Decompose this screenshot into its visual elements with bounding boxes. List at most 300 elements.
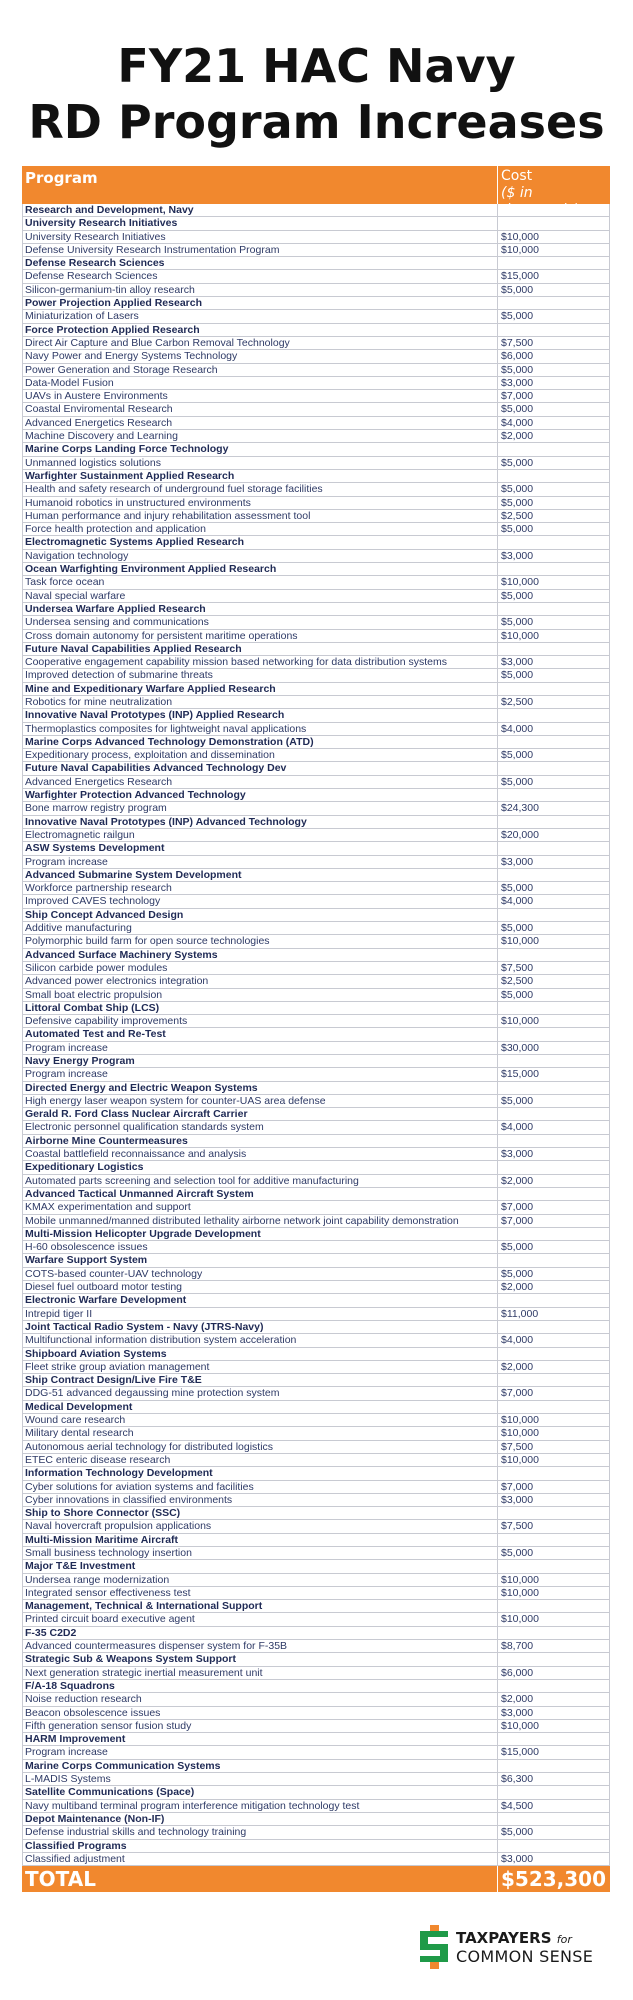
program-cost: $10,000	[501, 576, 539, 589]
program-cost: $2,500	[501, 509, 534, 522]
section-header-row	[22, 1002, 610, 1015]
table-row	[22, 1520, 610, 1533]
program-name: Humanoid robotics in unstructured environments	[23, 497, 498, 509]
program-name: Cross domain autonomy for persistent maritime operations	[23, 630, 498, 642]
table-row	[22, 231, 610, 244]
program-cost	[498, 736, 609, 748]
section-header-row	[22, 762, 610, 775]
program-name: Innovative Naval Prototypes (INP) Applied Research	[23, 709, 498, 721]
program-cost: $24,300	[501, 802, 539, 815]
program-cost: $20,000	[501, 828, 539, 841]
program-cost: $3,000	[501, 656, 534, 669]
program-cost: $5,000	[501, 1546, 534, 1559]
table-row	[22, 337, 610, 350]
program-name: Task force ocean	[23, 576, 498, 588]
program-cost: $10,000	[501, 243, 539, 256]
program-cost	[498, 217, 609, 229]
program-name: Marine Corps Communication Systems	[23, 1760, 498, 1772]
program-cost	[498, 762, 609, 774]
program-name: Airborne Mine Countermeasures	[23, 1135, 498, 1147]
program-cost	[498, 1534, 609, 1546]
program-cost: $5,000	[501, 1267, 534, 1280]
section-header-row	[22, 603, 610, 616]
section-header-row	[22, 842, 610, 855]
program-cost	[498, 1028, 609, 1040]
program-cost	[498, 204, 609, 216]
program-cost	[498, 1374, 609, 1386]
table-row	[22, 1015, 610, 1028]
table-row	[22, 975, 610, 988]
table-row	[22, 1667, 610, 1680]
table-row	[22, 1414, 610, 1427]
program-cost: $5,000	[501, 403, 534, 416]
section-header-row	[22, 1600, 610, 1613]
program-cost: $15,000	[501, 1746, 539, 1759]
table-row	[22, 829, 610, 842]
section-header-row	[22, 1627, 610, 1640]
program-name: Undersea range modernization	[23, 1574, 498, 1586]
program-name: Health and safety research of underground fuel storage facilities	[23, 483, 498, 495]
program-name: Small boat electric propulsion	[23, 989, 498, 1001]
program-name: Miniaturization of Lasers	[23, 310, 498, 322]
table-row	[22, 1720, 610, 1733]
table-row	[22, 1281, 610, 1294]
program-name: Marine Corps Landing Force Technology	[23, 443, 498, 455]
program-name: Beacon obsolescence issues	[23, 1707, 498, 1719]
program-name: Program increase	[23, 856, 498, 868]
program-cost: $2,000	[501, 1693, 534, 1706]
section-header-row	[22, 789, 610, 802]
program-cost: $7,000	[501, 1201, 534, 1214]
program-cost	[498, 1161, 609, 1173]
section-header-row	[22, 1760, 610, 1773]
program-cost: $10,000	[501, 230, 539, 243]
table-row	[22, 483, 610, 496]
program-cost: $2,000	[501, 430, 534, 443]
program-name: Advanced power electronics integration	[23, 975, 498, 987]
program-name: Shipboard Aviation Systems	[23, 1348, 498, 1360]
program-cost	[498, 1786, 609, 1798]
program-name: Advanced Energetics Research	[23, 417, 498, 429]
program-cost	[498, 563, 609, 575]
program-name: Navy Energy Program	[23, 1055, 498, 1067]
table-row	[22, 1121, 610, 1134]
section-header-row	[22, 1560, 610, 1573]
section-header-row	[22, 1733, 610, 1746]
program-cost: $5,000	[501, 1826, 534, 1839]
program-name: Force Protection Applied Research	[23, 324, 498, 336]
program-name: F/A-18 Squadrons	[23, 1680, 498, 1692]
program-cost	[498, 869, 609, 881]
program-cost	[498, 603, 609, 615]
program-name: University Research Initiatives	[23, 231, 498, 243]
table-row	[22, 1547, 610, 1560]
program-name: High energy laser weapon system for counter-UAS area defense	[23, 1095, 498, 1107]
program-cost: $3,000	[501, 1706, 534, 1719]
table-row	[22, 696, 610, 709]
program-cost: $7,000	[501, 1387, 534, 1400]
program-name: Advanced countermeasures dispenser system for F-35B	[23, 1640, 498, 1652]
program-name: Ship Concept Advanced Design	[23, 909, 498, 921]
program-name: Program increase	[23, 1068, 498, 1080]
table-row	[22, 989, 610, 1002]
program-name: Advanced Tactical Unmanned Aircraft System	[23, 1188, 498, 1200]
program-cost	[498, 443, 609, 455]
program-cost: $5,000	[501, 523, 534, 536]
program-cost	[498, 1733, 609, 1745]
table-row	[22, 417, 610, 430]
program-cost	[498, 297, 609, 309]
program-name: Navigation technology	[23, 550, 498, 562]
program-cost: $5,000	[501, 283, 534, 296]
section-header-row	[22, 1135, 610, 1148]
program-cost: $8,700	[501, 1640, 534, 1653]
program-name: Naval special warfare	[23, 590, 498, 602]
table-row	[22, 1241, 610, 1254]
program-cost	[498, 1680, 609, 1692]
program-name: Multifunctional information distribution system acceleration	[23, 1334, 498, 1346]
section-header-row	[22, 1161, 610, 1174]
program-cost: $2,000	[501, 1360, 534, 1373]
program-cost: $10,000	[501, 1719, 539, 1732]
table-row	[22, 1613, 610, 1626]
table-row	[22, 1427, 610, 1440]
program-cost: $30,000	[501, 1041, 539, 1054]
program-name: Defense Research Sciences	[23, 257, 498, 269]
table-row	[22, 310, 610, 323]
program-name: Management, Technical & International Support	[23, 1600, 498, 1612]
program-cost	[498, 683, 609, 695]
program-name: Coastal battlefield reconnaissance and analysis	[23, 1148, 498, 1160]
table-row	[22, 1454, 610, 1467]
table-row	[22, 1042, 610, 1055]
program-cost: $3,000	[501, 376, 534, 389]
section-header-row	[22, 869, 610, 882]
program-name: Diesel fuel outboard motor testing	[23, 1281, 498, 1293]
program-name: Depot Maintenance (Non-IF)	[23, 1813, 498, 1825]
program-cost: $5,000	[501, 882, 534, 895]
program-name: Noise reduction research	[23, 1693, 498, 1705]
section-header-row	[22, 709, 610, 722]
table-row	[22, 1707, 610, 1720]
program-cost: $3,000	[501, 1852, 534, 1865]
program-cost: $5,000	[501, 496, 534, 509]
program-name: Electronic Warfare Development	[23, 1294, 498, 1306]
program-name: Ship Contract Design/Live Fire T&E	[23, 1374, 498, 1386]
program-cost	[498, 1082, 609, 1094]
program-cost: $5,000	[501, 1094, 534, 1107]
section-header-row	[22, 1254, 610, 1267]
program-name: Future Naval Capabilities Applied Research	[23, 643, 498, 655]
table-row	[22, 630, 610, 643]
program-name: Small business technology insertion	[23, 1547, 498, 1559]
program-cost	[498, 1813, 609, 1825]
program-cost	[498, 324, 609, 336]
table-row	[22, 1441, 610, 1454]
section-header-row	[22, 1840, 610, 1853]
program-name: Workforce partnership research	[23, 882, 498, 894]
program-cost: $7,500	[501, 961, 534, 974]
total-row	[22, 1866, 610, 1892]
program-name: Undersea sensing and communications	[23, 616, 498, 628]
table-row	[22, 802, 610, 815]
program-cost	[498, 1321, 609, 1333]
section-header-row	[22, 257, 610, 270]
program-name: Next generation strategic inertial measurement unit	[23, 1667, 498, 1679]
program-name: Power Projection Applied Research	[23, 297, 498, 309]
program-name: Silicon-germanium-tin alloy research	[23, 284, 498, 296]
page-title	[0, 38, 633, 150]
program-name: Cyber innovations in classified environments	[23, 1494, 498, 1506]
table-row	[22, 1587, 610, 1600]
section-header-row	[22, 1348, 610, 1361]
table-row	[22, 497, 610, 510]
program-cost: $2,500	[501, 695, 534, 708]
section-header-row	[22, 563, 610, 576]
program-name: Marine Corps Advanced Technology Demonstration (ATD)	[23, 736, 498, 748]
section-header-row	[22, 1786, 610, 1799]
section-header-row	[22, 1680, 610, 1693]
section-header-row	[22, 1813, 610, 1826]
table-row	[22, 350, 610, 363]
program-name: Future Naval Capabilities Advanced Technology Dev	[23, 762, 498, 774]
section-header-row	[22, 949, 610, 962]
table-row	[22, 550, 610, 563]
section-header-row	[22, 1188, 610, 1201]
program-cost: $3,000	[501, 549, 534, 562]
program-name: Electromagnetic Systems Applied Research	[23, 536, 498, 548]
program-cost	[498, 789, 609, 801]
program-name: Defense University Research Instrumentation Program	[23, 244, 498, 256]
program-cost	[498, 470, 609, 482]
section-header-row	[22, 1534, 610, 1547]
program-cost: $5,000	[501, 483, 534, 496]
program-cost	[498, 1348, 609, 1360]
program-cost	[498, 257, 609, 269]
section-header-row	[22, 1401, 610, 1414]
program-cost	[498, 1254, 609, 1266]
program-name: Advanced Submarine System Development	[23, 869, 498, 881]
program-cost: $3,000	[501, 1148, 534, 1161]
program-name: Multi-Mission Helicopter Upgrade Development	[23, 1228, 498, 1240]
program-cost: $5,000	[501, 988, 534, 1001]
section-header-row	[22, 1082, 610, 1095]
program-name: Mobile unmanned/manned distributed lethality airborne network joint capability demonstration	[23, 1215, 498, 1227]
program-cost	[498, 1627, 609, 1639]
program-cost: $11,000	[501, 1307, 539, 1320]
column-header-cost	[498, 166, 610, 218]
program-name: Information Technology Development	[23, 1467, 498, 1479]
table-row	[22, 723, 610, 736]
table-row	[22, 616, 610, 629]
section-header-row	[22, 1228, 610, 1241]
total-value: $523,300	[501, 1867, 607, 1892]
table-row	[22, 1481, 610, 1494]
program-name: Intrepid tiger II	[23, 1308, 498, 1320]
program-name: Silicon carbide power modules	[23, 962, 498, 974]
table-row	[22, 749, 610, 762]
program-cost: $6,300	[501, 1773, 534, 1786]
program-cost: $5,000	[501, 922, 534, 935]
program-cost	[498, 1002, 609, 1014]
program-name: Ship to Shore Connector (SSC)	[23, 1507, 498, 1519]
title-line-2: RD Program Increases	[28, 95, 605, 149]
table-row	[22, 1746, 610, 1759]
program-cost: $10,000	[501, 1414, 539, 1427]
section-header-row	[22, 1055, 610, 1068]
table-row	[22, 390, 610, 403]
table-row	[22, 403, 610, 416]
program-name: COTS-based counter-UAV technology	[23, 1268, 498, 1280]
program-name: Unmanned logistics solutions	[23, 457, 498, 469]
program-name: Ocean Warfighting Environment Applied Research	[23, 563, 498, 575]
table-row	[22, 856, 610, 869]
program-table	[22, 166, 610, 1892]
table-row	[22, 1095, 610, 1108]
program-name: Force health protection and application	[23, 523, 498, 535]
program-name: DDG-51 advanced degaussing mine protection system	[23, 1387, 498, 1399]
table-row	[22, 1773, 610, 1786]
program-cost: $10,000	[501, 629, 539, 642]
cost-header-unit: ($ in thousands)	[501, 185, 580, 218]
table-row	[22, 656, 610, 669]
program-name: Automated Test and Re-Test	[23, 1028, 498, 1040]
table-row	[22, 935, 610, 948]
program-cost	[498, 1507, 609, 1519]
program-cost: $10,000	[501, 1586, 539, 1599]
section-header-row	[22, 909, 610, 922]
section-header-row	[22, 1467, 610, 1480]
table-body	[22, 204, 610, 1866]
section-header-row	[22, 1321, 610, 1334]
program-cost	[498, 1228, 609, 1240]
program-cost: $5,000	[501, 775, 534, 788]
section-header-row	[22, 1108, 610, 1121]
table-row	[22, 1175, 610, 1188]
program-name: Electronic personnel qualification standards system	[23, 1121, 498, 1133]
program-name: Polymorphic build farm for open source technologies	[23, 935, 498, 947]
program-name: Machine Discovery and Learning	[23, 430, 498, 442]
program-name: Classified adjustment	[23, 1853, 498, 1865]
section-header-row	[22, 536, 610, 549]
total-label: TOTAL	[22, 1866, 498, 1892]
section-header-row	[22, 1653, 610, 1666]
table-row	[22, 1693, 610, 1706]
program-name: Mine and Expeditionary Warfare Applied Research	[23, 683, 498, 695]
section-header-row	[22, 1374, 610, 1387]
table-row	[22, 895, 610, 908]
program-cost: $7,500	[501, 336, 534, 349]
program-name: ETEC enteric disease research	[23, 1454, 498, 1466]
table-row	[22, 284, 610, 297]
program-name: Directed Energy and Electric Weapon Systems	[23, 1082, 498, 1094]
table-row	[22, 1215, 610, 1228]
program-name: Major T&E Investment	[23, 1560, 498, 1572]
program-name: Printed circuit board executive agent	[23, 1613, 498, 1625]
table-row	[22, 1268, 610, 1281]
program-name: University Research Initiatives	[23, 217, 498, 229]
program-cost: $6,000	[501, 1666, 534, 1679]
program-name: Coastal Enviromental Research	[23, 403, 498, 415]
section-header-row	[22, 643, 610, 656]
table-row	[22, 1853, 610, 1866]
section-header-row	[22, 217, 610, 230]
table-row	[22, 1826, 610, 1839]
program-name: Classified Programs	[23, 1840, 498, 1852]
program-name: Autonomous aerial technology for distributed logistics	[23, 1441, 498, 1453]
program-name: H-60 obsolescence issues	[23, 1241, 498, 1253]
program-name: Advanced Energetics Research	[23, 776, 498, 788]
program-name: Thermoplastics composites for lightweight naval applications	[23, 723, 498, 735]
program-name: Multi-Mission Maritime Aircraft	[23, 1534, 498, 1546]
program-cost: $7,000	[501, 390, 534, 403]
program-name: Fleet strike group aviation management	[23, 1361, 498, 1373]
program-name: Gerald R. Ford Class Nuclear Aircraft Carrier	[23, 1108, 498, 1120]
table-row	[22, 1334, 610, 1347]
logo-text-taxpayers: TAXPAYERS for	[456, 1929, 572, 1947]
program-name: UAVs in Austere Environments	[23, 390, 498, 402]
program-cost	[498, 1467, 609, 1479]
program-cost	[498, 643, 609, 655]
program-name: Warfighter Sustainment Applied Research	[23, 470, 498, 482]
program-name: Improved CAVES technology	[23, 895, 498, 907]
title-line-1: FY21 HAC Navy	[117, 39, 516, 93]
program-name: Integrated sensor effectiveness test	[23, 1587, 498, 1599]
table-row	[22, 669, 610, 682]
program-name: Navy multiband terminal program interference mitigation technology test	[23, 1800, 498, 1812]
program-name: Robotics for mine neutralization	[23, 696, 498, 708]
program-name: Naval hovercraft propulsion applications	[23, 1520, 498, 1532]
taxpayers-logo	[418, 1925, 618, 1969]
program-cost	[498, 1294, 609, 1306]
program-cost	[498, 842, 609, 854]
table-row	[22, 1068, 610, 1081]
program-name: Advanced Surface Machinery Systems	[23, 949, 498, 961]
program-cost: $3,000	[501, 855, 534, 868]
program-cost: $15,000	[501, 1068, 539, 1081]
table-row	[22, 1308, 610, 1321]
program-cost: $4,000	[501, 1334, 534, 1347]
section-header-row	[22, 443, 610, 456]
program-name: Automated parts screening and selection tool for additive manufacturing	[23, 1175, 498, 1187]
program-name: Defense Research Sciences	[23, 270, 498, 282]
program-cost: $10,000	[501, 1427, 539, 1440]
program-name: Power Generation and Storage Research	[23, 364, 498, 376]
table-row	[22, 590, 610, 603]
program-cost	[498, 949, 609, 961]
program-cost: $4,000	[501, 1121, 534, 1134]
program-name: Warfare Support System	[23, 1254, 498, 1266]
program-cost: $10,000	[501, 1573, 539, 1586]
program-name: Wound care research	[23, 1414, 498, 1426]
program-cost: $5,000	[501, 616, 534, 629]
table-row	[22, 776, 610, 789]
program-name: Research and Development, Navy	[23, 204, 498, 216]
program-name: Improved detection of submarine threats	[23, 669, 498, 681]
program-cost	[498, 1560, 609, 1572]
program-name: Navy Power and Energy Systems Technology	[23, 350, 498, 362]
program-name: Fifth generation sensor fusion study	[23, 1720, 498, 1732]
section-header-row	[22, 1294, 610, 1307]
table-row	[22, 510, 610, 523]
program-cost	[498, 709, 609, 721]
table-row	[22, 457, 610, 470]
table-row	[22, 1640, 610, 1653]
program-name: Satellite Communications (Space)	[23, 1786, 498, 1798]
table-row	[22, 270, 610, 283]
table-row	[22, 1574, 610, 1587]
program-cost: $6,000	[501, 350, 534, 363]
